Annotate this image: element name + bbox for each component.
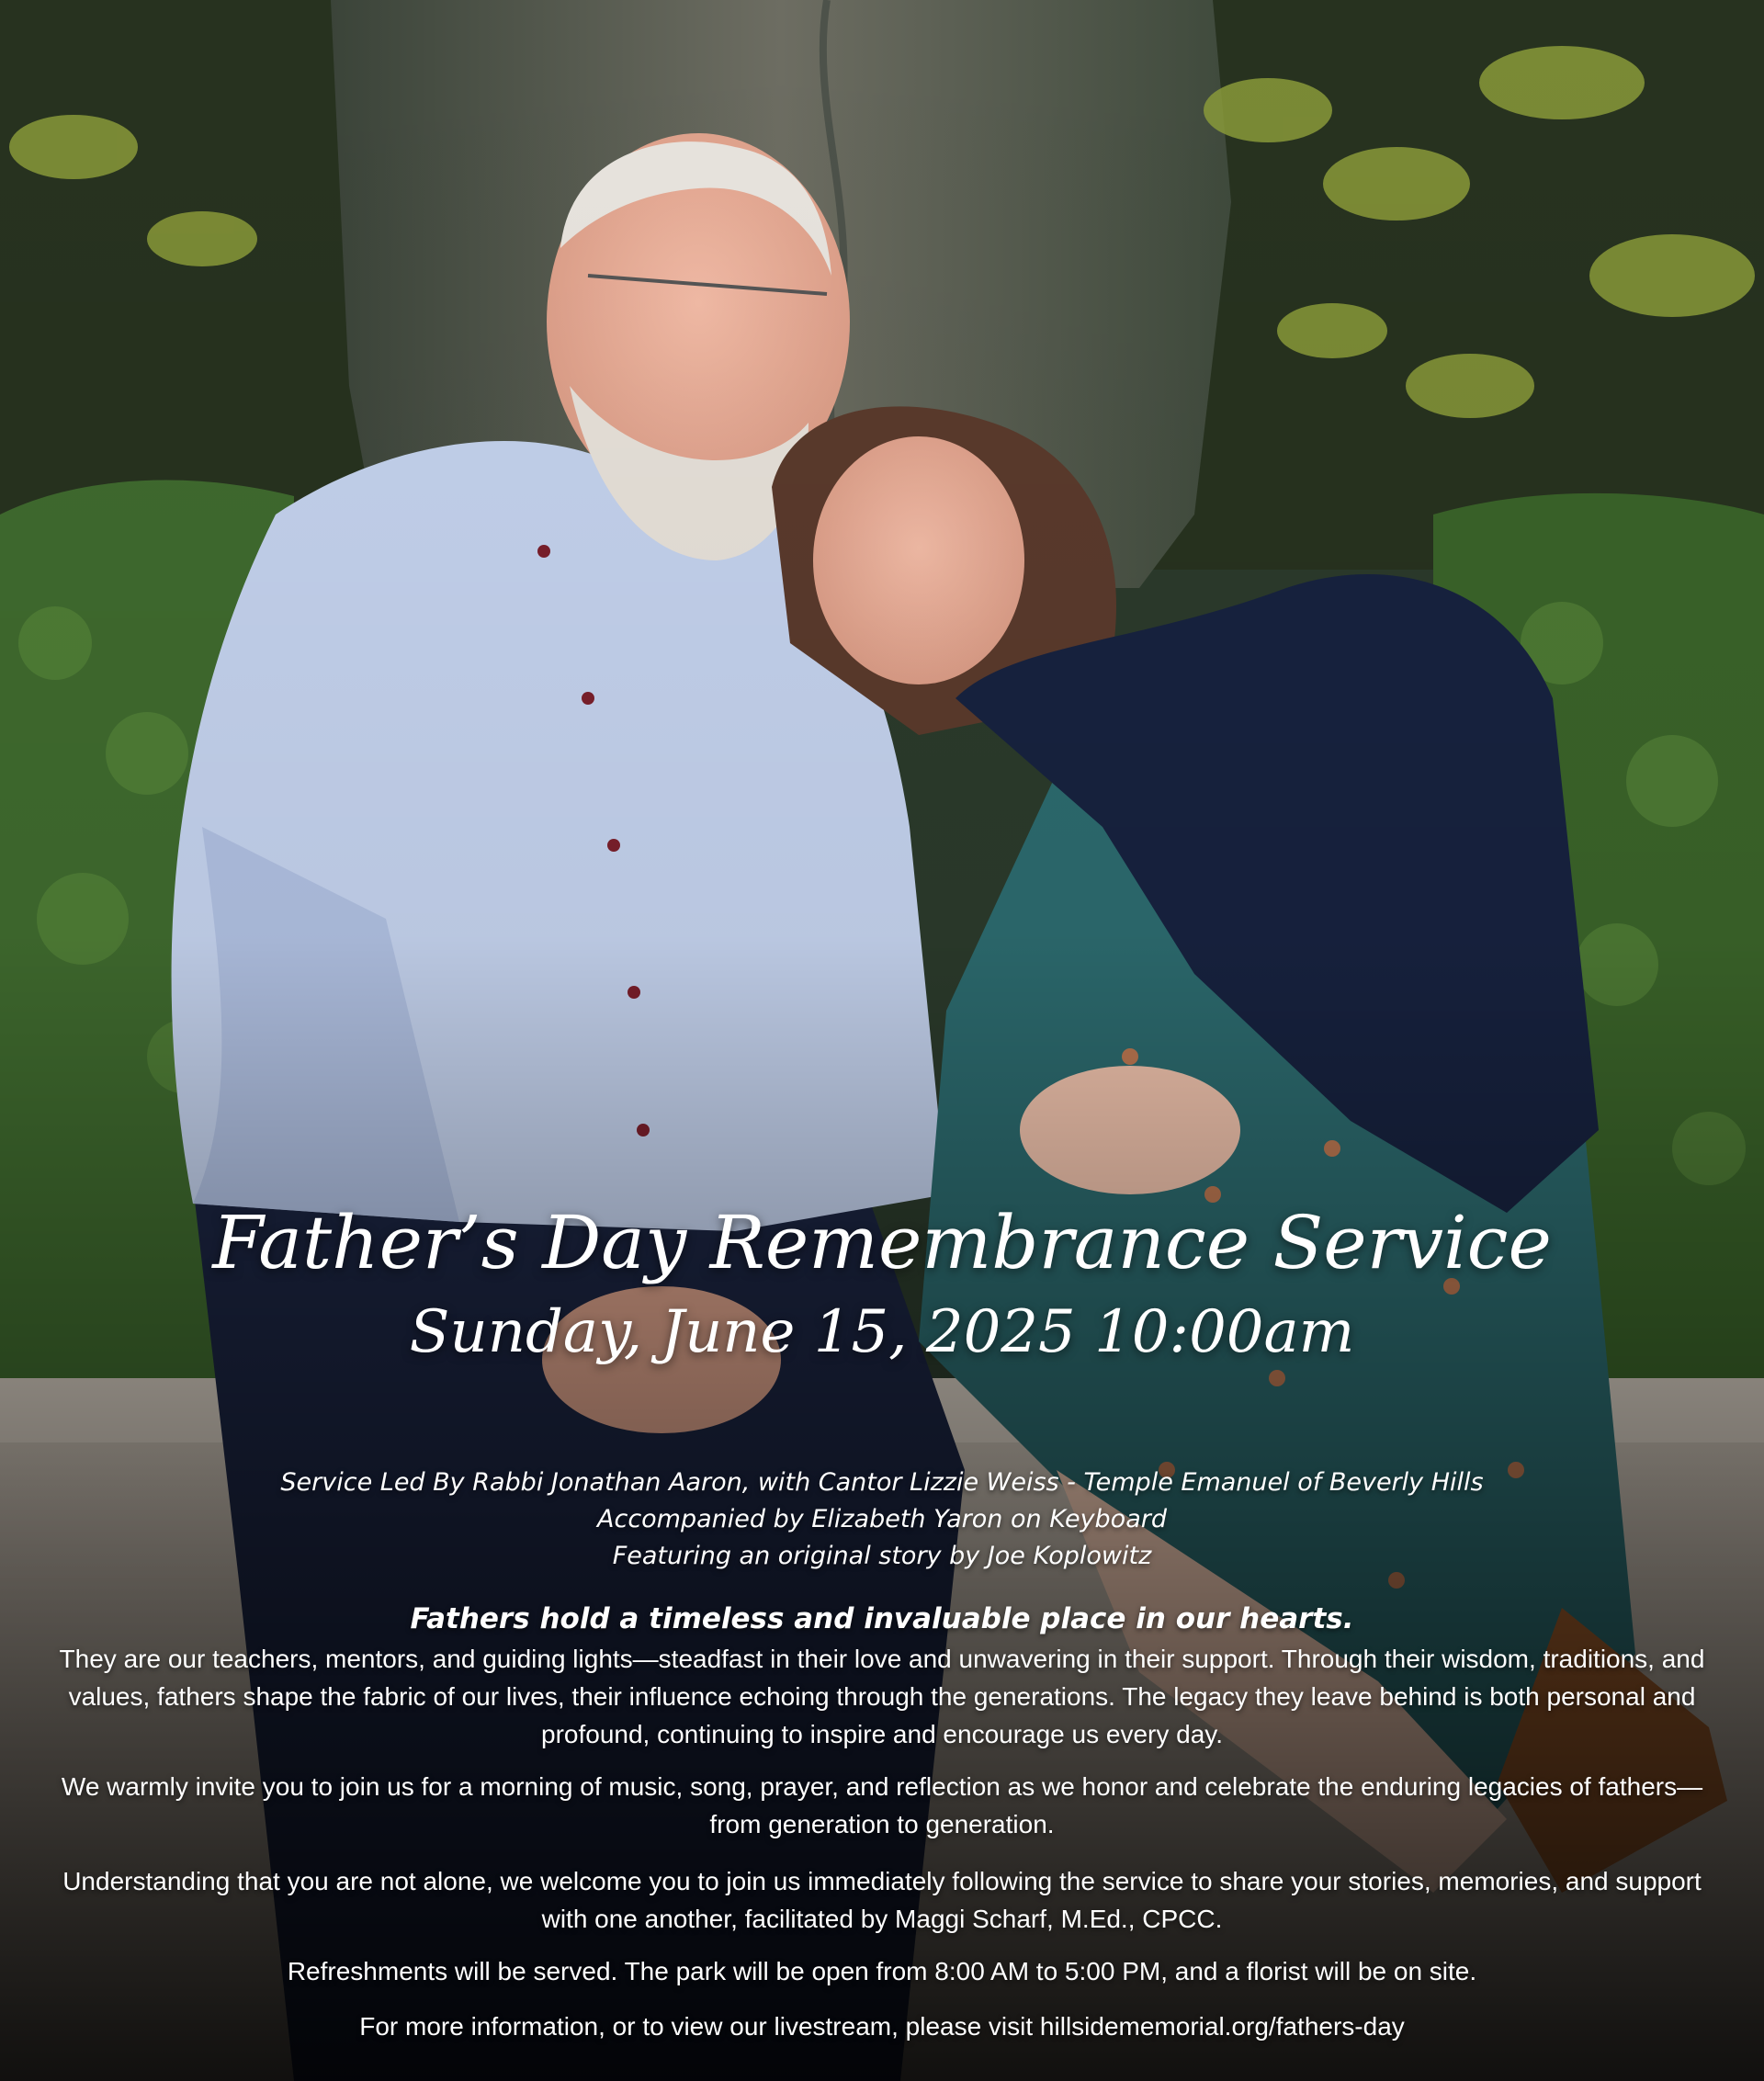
tagline: Fathers hold a timeless and invaluable place in our hearts. xyxy=(410,1602,1354,1635)
service-credits xyxy=(0,1465,1764,1575)
paragraph-invitation: We warmly invite you to join us for a morning of music, song, prayer, and reflection as we honor and celebrate the enduring legacies of fathers—from generation to generation. xyxy=(61,1772,1703,1838)
paragraph-more-info: For more information, or to view our livestream, please visit hillsidememorial.org/fathers-day xyxy=(359,2012,1405,2041)
paragraph-legacy: They are our teachers, mentors, and guiding lights—steadfast in their love and unwavering in their support. Through their wisdom, traditions, and values, fathers shape the fabric of our lives, their influence echoing through the generations. The legacy they leave behind is both personal and profound, continuing to inspire and encourage us every day. xyxy=(59,1645,1705,1748)
credit-featuring: Featuring an original story by Joe Koplowitz xyxy=(612,1542,1152,1570)
paragraph-support: Understanding that you are not alone, we welcome you to join us immediately following the service to share your stories, memories, and support with one another, facilitated by Maggi Scharf, M.Ed., CPCC. xyxy=(62,1867,1702,1933)
credit-led-by: Service Led By Rabbi Jonathan Aaron, with Cantor Lizzie Weiss - Temple Emanuel of Beverly Hills xyxy=(280,1468,1484,1497)
event-title: Father’s Day Remembrance Service xyxy=(212,1200,1552,1285)
event-datetime: Sunday, June 15, 2025 10:00am xyxy=(409,1298,1355,1366)
paragraph-refreshments: Refreshments will be served. The park will be open from 8:00 AM to 5:00 PM, and a florist will be on site. xyxy=(287,1957,1477,1985)
credit-accompanied: Accompanied by Elizabeth Yaron on Keyboard xyxy=(597,1505,1167,1533)
